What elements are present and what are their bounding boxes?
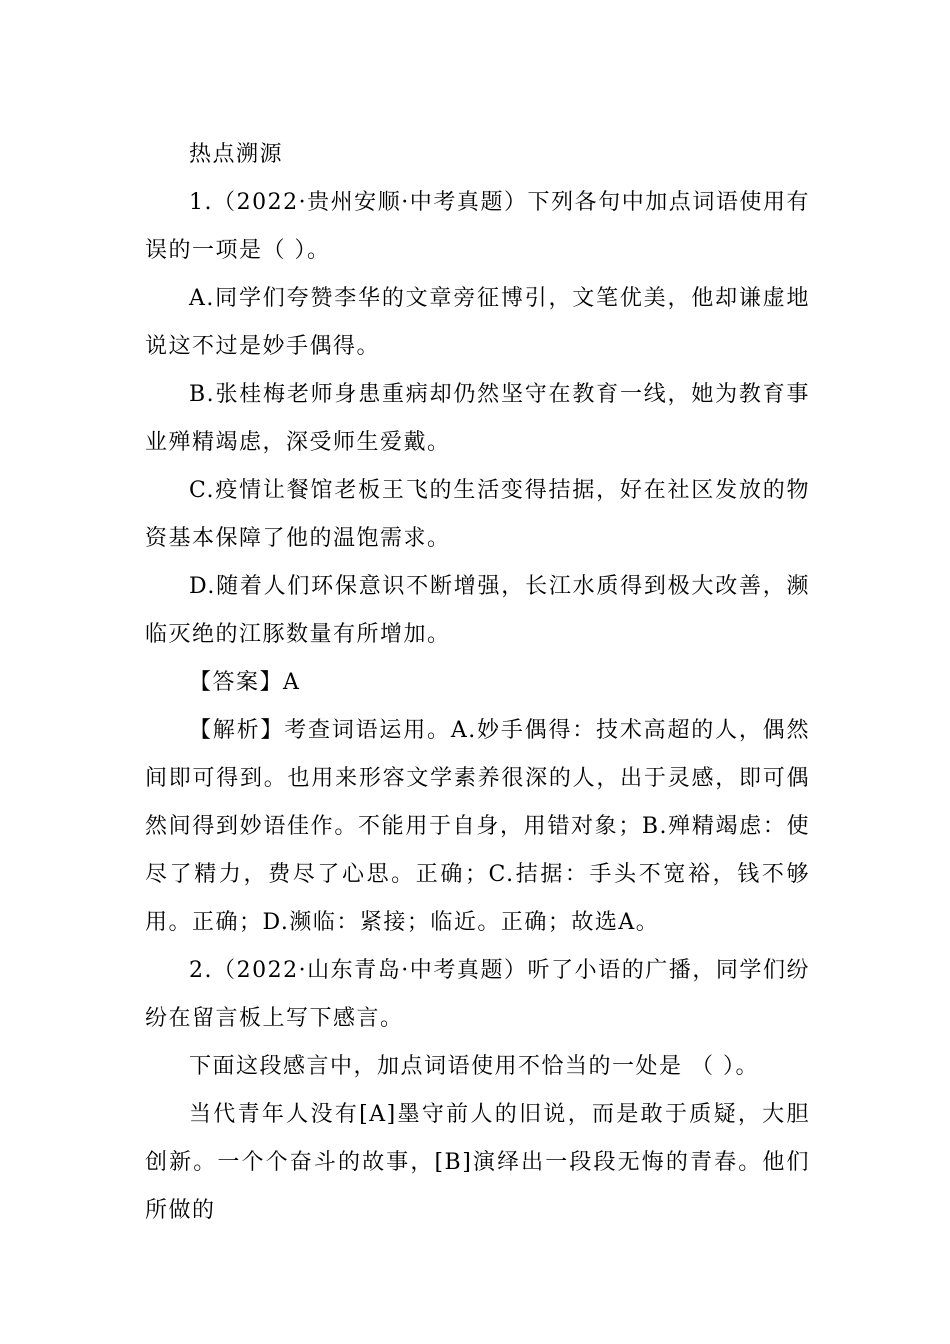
question-1-answer: 【答案】A	[189, 670, 301, 695]
question-2-prompt: 下面这段感言中，加点词语使用不恰当的一处是 （ ）。	[189, 1054, 759, 1079]
question-2-stem: 2.（2022·山东青岛·中考真题）听了小语的广播，同学们纷纷在留言板上写下感言。	[145, 958, 810, 1031]
question-1-option-d: D.随着人们环保意识不断增强，长江水质得到极大改善，濒临灭绝的江豚数量有所增加。	[145, 574, 810, 647]
question-2-passage: 当代青年人没有[A]墨守前人的旧说，而是敢于质疑，大胆创新。一个个奋斗的故事，[B]演绎出一段段无悔的青春。他们所做的	[145, 1102, 810, 1223]
question-1-option-a: A.同学们夸赞李华的文章旁征博引，文笔优美，他却谦虚地说这不过是妙手偶得。	[145, 286, 810, 359]
question-1-option-c: C.疫情让餐馆老板王飞的生活变得拮据，好在社区发放的物资基本保障了他的温饱需求。	[145, 478, 810, 551]
question-1-analysis: 【解析】考查词语运用。A.妙手偶得：技术高超的人，偶然间即可得到。也用来形容文学素养很深的人，出于灵感，即可偶然间得到妙语佳作。不能用于自身，用错对象；B.殚精竭虑：使尽了精力，费尽了心思。正确；C.拮据：手头不宽裕，钱不够用。正确；D.濒临：紧接；临近。正确；故选A。	[145, 718, 810, 935]
question-1-option-b: B.张桂梅老师身患重病却仍然坚守在教育一线，她为教育事业殚精竭虑，深受师生爱戴。	[145, 382, 810, 455]
document-body	[145, 131, 810, 1235]
section-heading: 热点溯源	[189, 142, 284, 167]
question-1-stem: 1.（2022·贵州安顺·中考真题）下列各句中加点词语使用有误的一项是（ ）。	[145, 190, 810, 263]
